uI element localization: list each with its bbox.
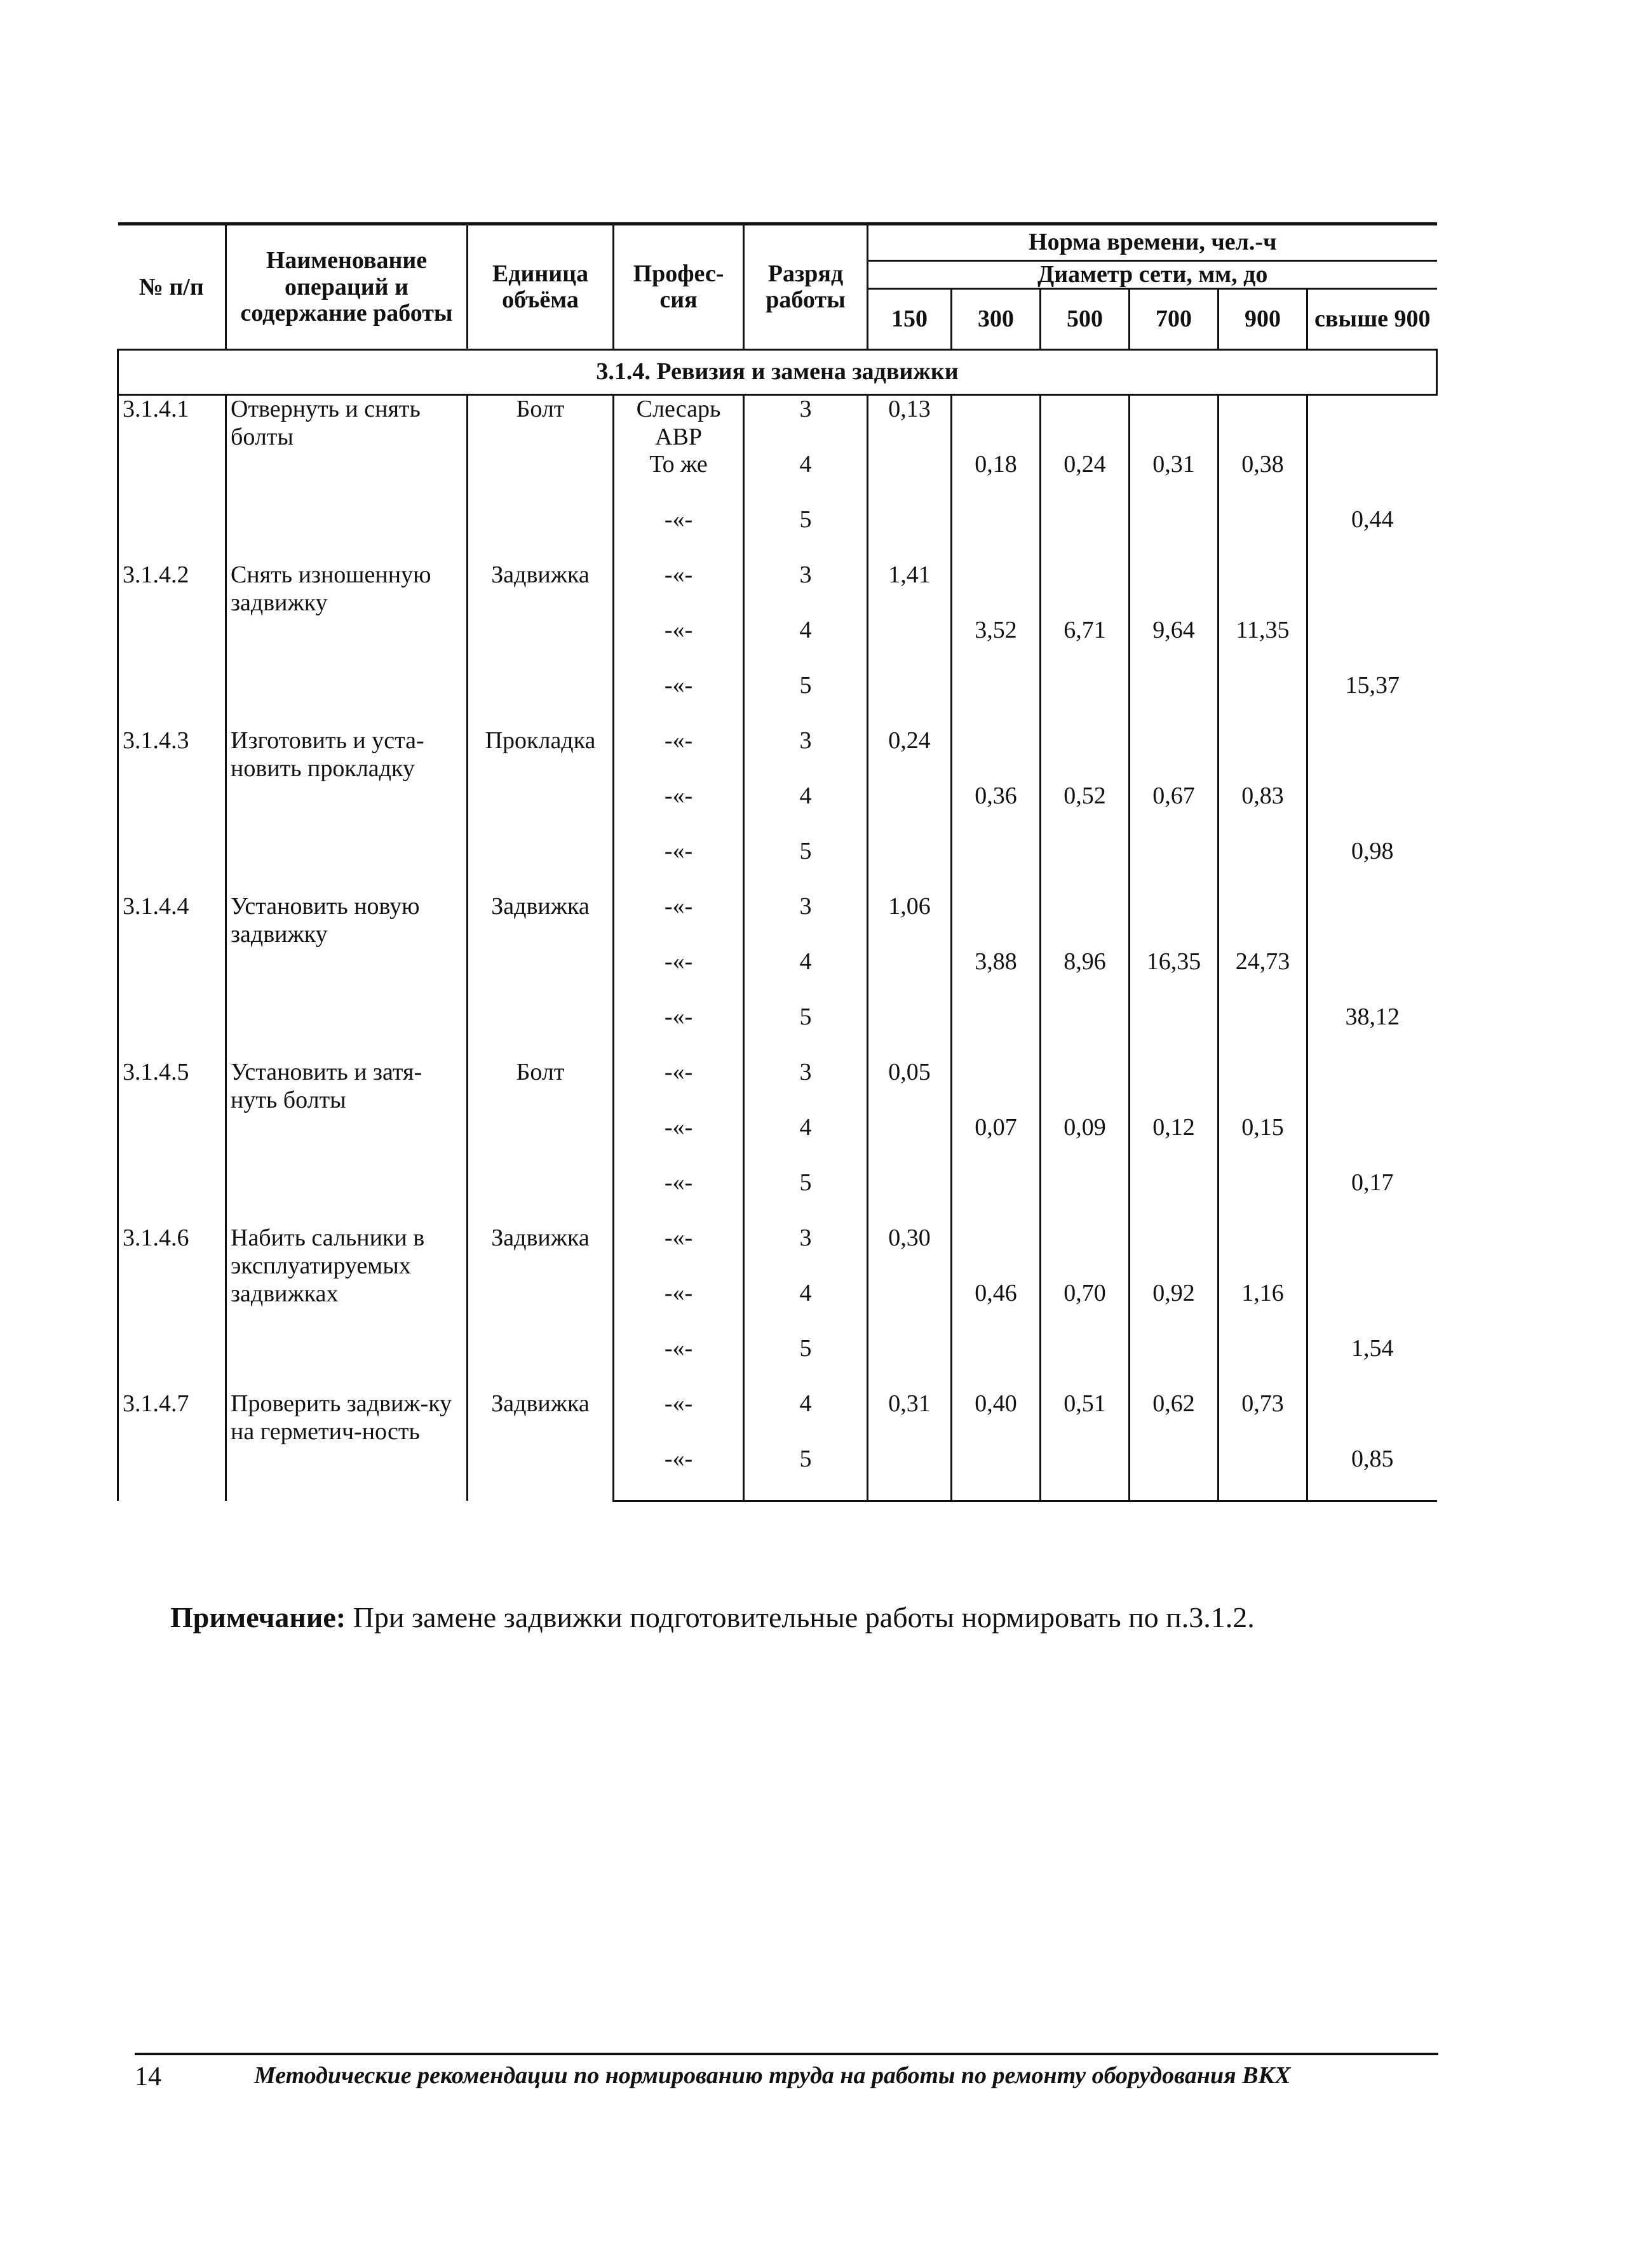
item-profession: -«- (614, 1059, 744, 1114)
norm-value-700: 0,31 (1130, 451, 1219, 506)
item-profession: -«- (614, 893, 744, 948)
norm-value-300 (952, 1003, 1041, 1059)
norm-value-300 (952, 1169, 1041, 1225)
norm-value-300 (952, 506, 1041, 561)
norm-value-300 (952, 1335, 1041, 1390)
table-row (118, 1225, 1437, 1280)
norm-value-300: 0,18 (952, 451, 1041, 506)
table-row (118, 893, 1437, 948)
item-grade: 4 (744, 1114, 868, 1169)
header-num: № п/п (118, 224, 226, 350)
norm-value-500 (1041, 893, 1130, 948)
header-d500: 500 (1041, 289, 1130, 350)
item-name: Изготовить и уста-новить прокладку (226, 727, 468, 893)
item-grade: 3 (744, 727, 868, 782)
norm-value-150 (868, 782, 952, 838)
norm-value-over: 0,44 (1307, 506, 1437, 561)
item-unit: Задвижка (468, 893, 614, 1059)
norm-value-300: 0,36 (952, 782, 1041, 838)
norm-value-900 (1219, 893, 1307, 948)
norm-value-700: 0,62 (1130, 1390, 1219, 1446)
norm-value-700 (1130, 1169, 1219, 1225)
page-number: 14 (135, 2062, 161, 2091)
item-profession: -«- (614, 561, 744, 617)
item-unit: Болт (468, 395, 614, 562)
norm-table (117, 222, 1438, 1502)
header-norm: Норма времени, чел.-ч (868, 224, 1437, 261)
header-unit: Единица объёма (468, 224, 614, 350)
header-d150: 150 (868, 289, 952, 350)
norm-value-500 (1041, 1446, 1130, 1501)
item-profession: -«- (614, 1335, 744, 1390)
table-row (118, 1059, 1437, 1114)
item-grade: 3 (744, 893, 868, 948)
item-number: 3.1.4.6 (118, 1225, 226, 1390)
norm-value-300 (952, 561, 1041, 617)
item-profession: -«- (614, 506, 744, 561)
norm-value-700 (1130, 838, 1219, 893)
norm-value-300 (952, 727, 1041, 782)
norm-value-over (1307, 782, 1437, 838)
item-profession: -«- (614, 1003, 744, 1059)
norm-value-over: 0,98 (1307, 838, 1437, 893)
item-number: 3.1.4.7 (118, 1390, 226, 1501)
norm-value-over: 15,37 (1307, 672, 1437, 727)
norm-value-900: 11,35 (1219, 617, 1307, 672)
norm-value-over (1307, 893, 1437, 948)
norm-value-150 (868, 948, 952, 1003)
item-name: Снять изношенную задвижку (226, 561, 468, 727)
norm-value-over: 1,54 (1307, 1335, 1437, 1390)
item-grade: 4 (744, 782, 868, 838)
norm-value-150 (868, 838, 952, 893)
norm-value-500 (1041, 672, 1130, 727)
norm-value-500 (1041, 1169, 1130, 1225)
item-name: Установить и затя-нуть болты (226, 1059, 468, 1225)
note-text: При замене задвижки подготовительные работы нормировать по п.3.1.2. (346, 1601, 1255, 1634)
norm-value-150: 1,41 (868, 561, 952, 617)
header-d900: 900 (1219, 289, 1307, 350)
item-profession: -«- (614, 617, 744, 672)
norm-value-700 (1130, 395, 1219, 452)
norm-value-150 (868, 1446, 952, 1501)
norm-value-900 (1219, 1003, 1307, 1059)
norm-value-150: 0,31 (868, 1390, 952, 1446)
item-profession: -«- (614, 838, 744, 893)
norm-value-300: 3,88 (952, 948, 1041, 1003)
norm-value-over (1307, 1114, 1437, 1169)
norm-value-900 (1219, 506, 1307, 561)
norm-value-500 (1041, 1225, 1130, 1280)
norm-value-700 (1130, 1059, 1219, 1114)
norm-value-500 (1041, 727, 1130, 782)
item-unit: Задвижка (468, 1225, 614, 1390)
item-grade: 4 (744, 1280, 868, 1335)
item-grade: 4 (744, 1390, 868, 1446)
norm-value-over (1307, 727, 1437, 782)
item-profession: То же (614, 451, 744, 506)
norm-value-over (1307, 1390, 1437, 1446)
norm-value-over (1307, 395, 1437, 452)
norm-value-500 (1041, 1059, 1130, 1114)
norm-value-300 (952, 1446, 1041, 1501)
norm-value-900: 0,83 (1219, 782, 1307, 838)
norm-value-300 (952, 1225, 1041, 1280)
item-number: 3.1.4.5 (118, 1059, 226, 1225)
norm-value-150 (868, 506, 952, 561)
norm-value-150 (868, 1280, 952, 1335)
norm-value-150 (868, 451, 952, 506)
norm-value-900: 0,73 (1219, 1390, 1307, 1446)
norm-value-500 (1041, 1335, 1130, 1390)
norm-value-900 (1219, 561, 1307, 617)
note-label: Примечание: (170, 1601, 346, 1634)
item-profession: -«- (614, 1225, 744, 1280)
header-name: Наименование операций и содержание работы (226, 224, 468, 350)
norm-value-900: 24,73 (1219, 948, 1307, 1003)
item-grade: 3 (744, 1225, 868, 1280)
norm-value-300 (952, 893, 1041, 948)
item-profession: -«- (614, 782, 744, 838)
item-unit: Задвижка (468, 1390, 614, 1501)
item-grade: 4 (744, 948, 868, 1003)
item-number: 3.1.4.1 (118, 395, 226, 562)
item-number: 3.1.4.4 (118, 893, 226, 1059)
norm-value-900 (1219, 838, 1307, 893)
norm-value-over (1307, 451, 1437, 506)
header-grade: Разряд работы (744, 224, 868, 350)
norm-value-900: 0,15 (1219, 1114, 1307, 1169)
norm-value-over (1307, 948, 1437, 1003)
norm-value-700 (1130, 1335, 1219, 1390)
norm-value-300 (952, 395, 1041, 452)
item-grade: 5 (744, 1003, 868, 1059)
note (170, 1600, 1255, 1634)
item-name: Набить сальники в эксплуатируемых задвижках (226, 1225, 468, 1390)
norm-value-150 (868, 672, 952, 727)
item-unit: Прокладка (468, 727, 614, 893)
norm-value-over (1307, 1280, 1437, 1335)
norm-value-700 (1130, 1003, 1219, 1059)
norm-value-150: 0,24 (868, 727, 952, 782)
item-name: Установить новую задвижку (226, 893, 468, 1059)
norm-value-150 (868, 1114, 952, 1169)
item-grade: 3 (744, 1059, 868, 1114)
norm-value-500 (1041, 395, 1130, 452)
norm-value-700 (1130, 561, 1219, 617)
norm-value-700 (1130, 506, 1219, 561)
norm-value-500: 6,71 (1041, 617, 1130, 672)
norm-value-500: 0,52 (1041, 782, 1130, 838)
item-number: 3.1.4.3 (118, 727, 226, 893)
item-grade: 4 (744, 451, 868, 506)
table-row (118, 1390, 1437, 1446)
norm-value-500 (1041, 838, 1130, 893)
table-row (118, 395, 1437, 452)
norm-value-150: 0,30 (868, 1225, 952, 1280)
item-profession: -«- (614, 1280, 744, 1335)
item-profession: -«- (614, 1390, 744, 1446)
norm-value-500 (1041, 561, 1130, 617)
norm-value-700: 0,12 (1130, 1114, 1219, 1169)
item-grade: 5 (744, 672, 868, 727)
item-profession: -«- (614, 672, 744, 727)
item-name: Проверить задвиж-ку на герметич-ность (226, 1390, 468, 1501)
norm-value-700: 0,92 (1130, 1280, 1219, 1335)
norm-value-500: 0,51 (1041, 1390, 1130, 1446)
norm-value-700 (1130, 1446, 1219, 1501)
norm-value-150: 1,06 (868, 893, 952, 948)
item-name: Отвернуть и снять болты (226, 395, 468, 562)
norm-value-900 (1219, 1169, 1307, 1225)
section-title: 3.1.4. Ревизия и замена задвижки (118, 350, 1437, 395)
item-profession: -«- (614, 727, 744, 782)
item-grade: 5 (744, 506, 868, 561)
norm-value-900 (1219, 1225, 1307, 1280)
norm-value-500: 0,70 (1041, 1280, 1130, 1335)
item-unit: Задвижка (468, 561, 614, 727)
norm-value-900 (1219, 395, 1307, 452)
norm-value-700: 0,67 (1130, 782, 1219, 838)
item-profession: -«- (614, 1169, 744, 1225)
footer-rule (135, 2053, 1438, 2055)
norm-value-700: 9,64 (1130, 617, 1219, 672)
norm-value-700 (1130, 727, 1219, 782)
norm-value-900 (1219, 1059, 1307, 1114)
item-grade: 3 (744, 395, 868, 452)
table-row (118, 727, 1437, 782)
norm-value-900 (1219, 727, 1307, 782)
norm-value-over (1307, 1225, 1437, 1280)
norm-value-900: 1,16 (1219, 1280, 1307, 1335)
norm-value-300: 3,52 (952, 617, 1041, 672)
footer-title: Методические рекомендации по нормированию труда на работы по ремонту оборудования ВКХ (254, 2062, 1291, 2089)
norm-value-over (1307, 617, 1437, 672)
norm-value-over (1307, 1059, 1437, 1114)
norm-value-500: 0,24 (1041, 451, 1130, 506)
header-dover: свыше 900 (1307, 289, 1437, 350)
norm-value-over: 0,85 (1307, 1446, 1437, 1501)
item-profession: Слесарь АВР (614, 395, 744, 452)
norm-value-900 (1219, 1335, 1307, 1390)
header-d300: 300 (952, 289, 1041, 350)
norm-value-over: 0,17 (1307, 1169, 1437, 1225)
item-profession: -«- (614, 948, 744, 1003)
norm-value-over (1307, 561, 1437, 617)
norm-value-700: 16,35 (1130, 948, 1219, 1003)
norm-value-150 (868, 1169, 952, 1225)
norm-value-700 (1130, 893, 1219, 948)
table-row (118, 561, 1437, 617)
norm-value-700 (1130, 1225, 1219, 1280)
item-profession: -«- (614, 1114, 744, 1169)
norm-value-300: 0,07 (952, 1114, 1041, 1169)
item-grade: 5 (744, 838, 868, 893)
item-unit: Болт (468, 1059, 614, 1225)
norm-value-150 (868, 1335, 952, 1390)
header-d700: 700 (1130, 289, 1219, 350)
item-grade: 5 (744, 1446, 868, 1501)
norm-value-150: 0,05 (868, 1059, 952, 1114)
norm-value-500 (1041, 506, 1130, 561)
norm-value-300: 0,40 (952, 1390, 1041, 1446)
norm-value-500 (1041, 1003, 1130, 1059)
item-grade: 5 (744, 1335, 868, 1390)
item-grade: 3 (744, 561, 868, 617)
header-diameter: Диаметр сети, мм, до (868, 261, 1437, 289)
norm-value-300 (952, 1059, 1041, 1114)
item-grade: 5 (744, 1169, 868, 1225)
norm-value-150: 0,13 (868, 395, 952, 452)
norm-value-500: 0,09 (1041, 1114, 1130, 1169)
norm-value-900: 0,38 (1219, 451, 1307, 506)
item-grade: 4 (744, 617, 868, 672)
norm-value-700 (1130, 672, 1219, 727)
norm-value-over: 38,12 (1307, 1003, 1437, 1059)
norm-value-900 (1219, 1446, 1307, 1501)
table-body (118, 350, 1437, 1501)
norm-value-150 (868, 617, 952, 672)
item-number: 3.1.4.2 (118, 561, 226, 727)
norm-value-500: 8,96 (1041, 948, 1130, 1003)
norm-value-150 (868, 1003, 952, 1059)
norm-value-300 (952, 672, 1041, 727)
norm-value-300: 0,46 (952, 1280, 1041, 1335)
header-profession: Профес-сия (614, 224, 744, 350)
norm-value-300 (952, 838, 1041, 893)
norm-value-900 (1219, 672, 1307, 727)
item-profession: -«- (614, 1446, 744, 1501)
